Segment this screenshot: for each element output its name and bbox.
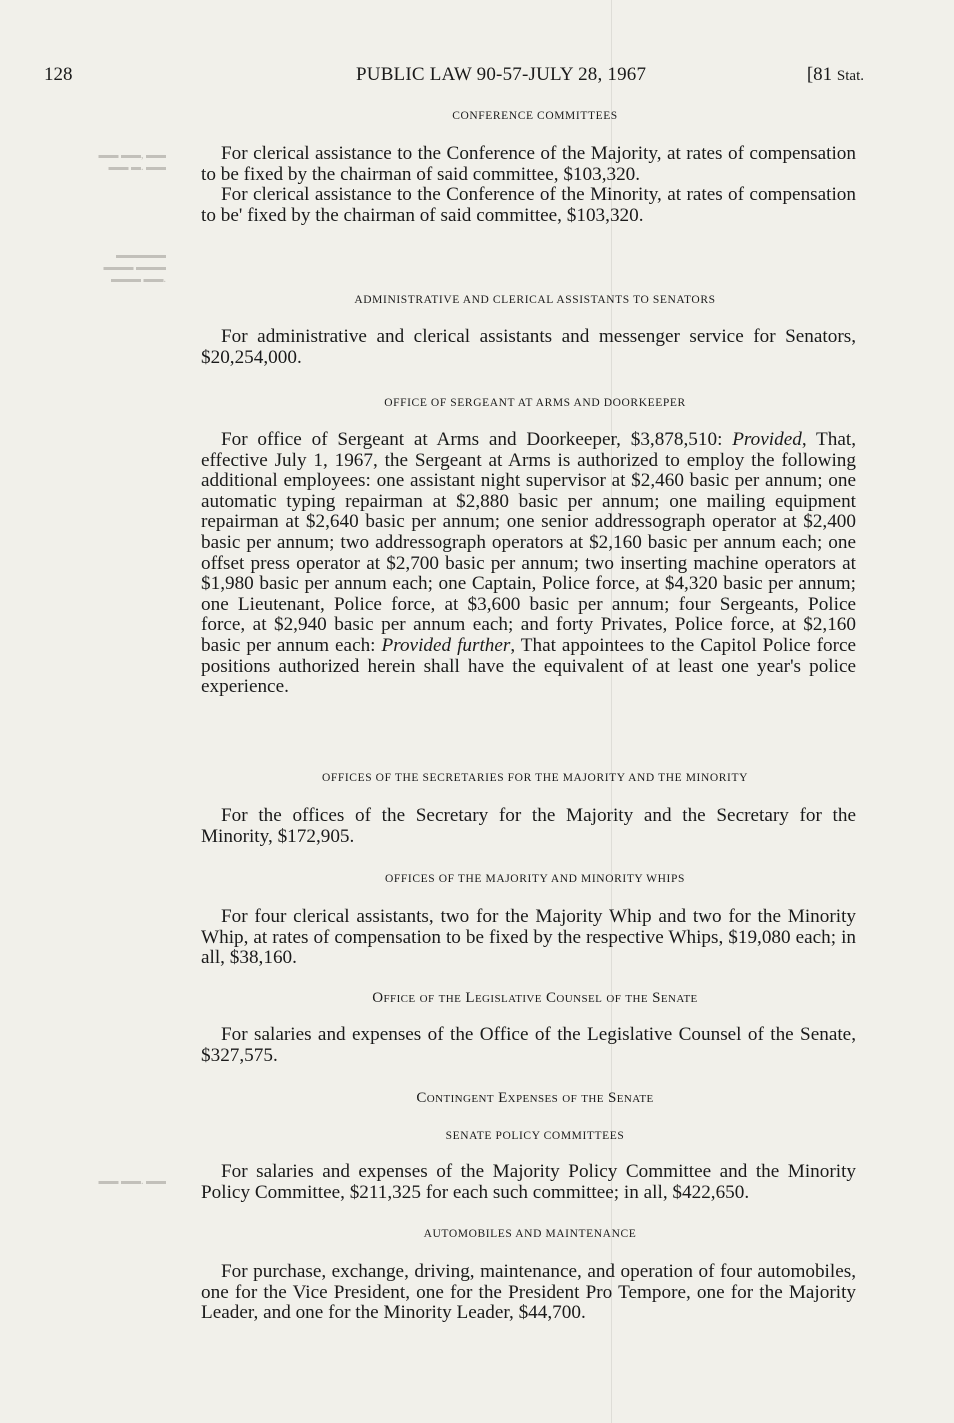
bleed-margin-note: ▬▬▬▬▬ ▬▬▬ ▬▬▬ ▬▬▬ ▬▬. bbox=[103, 250, 166, 285]
section-paragraph bbox=[201, 327, 856, 368]
section-paragraph bbox=[201, 907, 856, 969]
section-heading: OFFICES OF THE SECRETARIES FOR THE MAJORITY AND THE MINORITY bbox=[321, 772, 748, 784]
section-paragraph bbox=[201, 806, 856, 847]
bleed-margin-note: ▬▬ ▬▬, ▬▬ ▬▬ ▬. ▬▬ bbox=[98, 150, 166, 173]
paragraph-text: For salaries and expenses of the Office of the Legislative Counsel of the Senate, $327,575. bbox=[201, 1024, 856, 1066]
section-paragraph bbox=[201, 430, 856, 698]
section-paragraph bbox=[201, 1162, 856, 1203]
section-heading: SENATE POLICY COMMITTEES bbox=[445, 1130, 625, 1142]
running-header bbox=[44, 64, 864, 88]
section-heading: Contingent Expenses of the Senate bbox=[416, 1090, 654, 1106]
paragraph-text: For clerical assistance to the Conference of the Majority, at rates of compensation to be fixed by the chairman of said committee, $103,320. bbox=[201, 143, 856, 185]
section-heading: ADMINISTRATIVE AND CLERICAL ASSISTANTS TO SENATORS bbox=[354, 294, 716, 306]
section-paragraph bbox=[201, 1262, 856, 1324]
paragraph-text: For salaries and expenses of the Majority Policy Committee and the Minority Policy Committee, $211,325 for each such committee; in all, $422,650. bbox=[201, 1161, 856, 1203]
page-number: 128 bbox=[44, 64, 73, 85]
paragraph-text: For administrative and clerical assistants and messenger service for Senators, $20,254,000. bbox=[201, 326, 856, 368]
paragraph-text: For clerical assistance to the Conference of the Minority, at rates of compensation to be' fixed by the chairman of said committee, $103,320. bbox=[201, 184, 856, 226]
section-heading: AUTOMOBILES AND MAINTENANCE bbox=[423, 1228, 637, 1240]
section-heading: CONFERENCE COMMITTEES bbox=[452, 110, 618, 122]
paragraph-text: For the offices of the Secretary for the Majority and the Secretary for the Minority, $172,905. bbox=[201, 805, 856, 847]
section-paragraph bbox=[201, 144, 856, 226]
paragraph-text: For purchase, exchange, driving, maintenance, and operation of four automobiles, one for the Vice President, one for the President Pro Tempore, one for the Majority Leader, and one for the Minority Leader, $44,700. bbox=[201, 1261, 856, 1324]
bleed-margin-note: ▬▬ ▬▬. ▬▬ bbox=[98, 1176, 166, 1187]
running-title: PUBLIC LAW 90-57-JULY 28, 1967 bbox=[356, 64, 647, 85]
paragraph-text: For office of Sergeant at Arms and Doorkeeper, $3,878,510: Provided, That, effective July 1, 1967, the Sergeant at Arms is authorized to employ the following additional employees: one assistant night supervisor at $2,460 basic per annum; one automatic typing repairman at $2,880 basic per annum; one mailing equipment repairman at $2,640 basic per annum; one senior addressograph operator at $2,400 basic per annum; two addressograph operators at $2,160 basic per annum each; one offset press operator at $2,700 basic per annum; two inserting machine operators at $1,980 basic per annum each; one Captain, Police force, at $4,320 basic per annum; one Lieutenant, Police force, at $3,600 basic per annum; four Sergeants, Police force, at $2,940 basic per annum each; and forty Privates, Police force, at $2,160 basic per annum each: Provided further, That appointees to the Capitol Police force positions authorized herein shall have the equivalent of at least one year's police experience. bbox=[201, 429, 857, 698]
section-heading: OFFICES OF THE MAJORITY AND MINORITY WHIPS bbox=[385, 873, 685, 885]
section-heading: Office of the Legislative Counsel of the Senate bbox=[372, 990, 698, 1006]
section-heading: OFFICE OF SERGEANT AT ARMS AND DOORKEEPER bbox=[384, 397, 686, 409]
paragraph-text: For four clerical assistants, two for the Majority Whip and two for the Minority Whip, at rates of compensation to be fixed by the respective Whips, $19,080 each; in all, $38,160. bbox=[201, 906, 856, 969]
section-paragraph bbox=[201, 1025, 856, 1066]
statute-reference: [81 Stat. bbox=[806, 64, 864, 85]
